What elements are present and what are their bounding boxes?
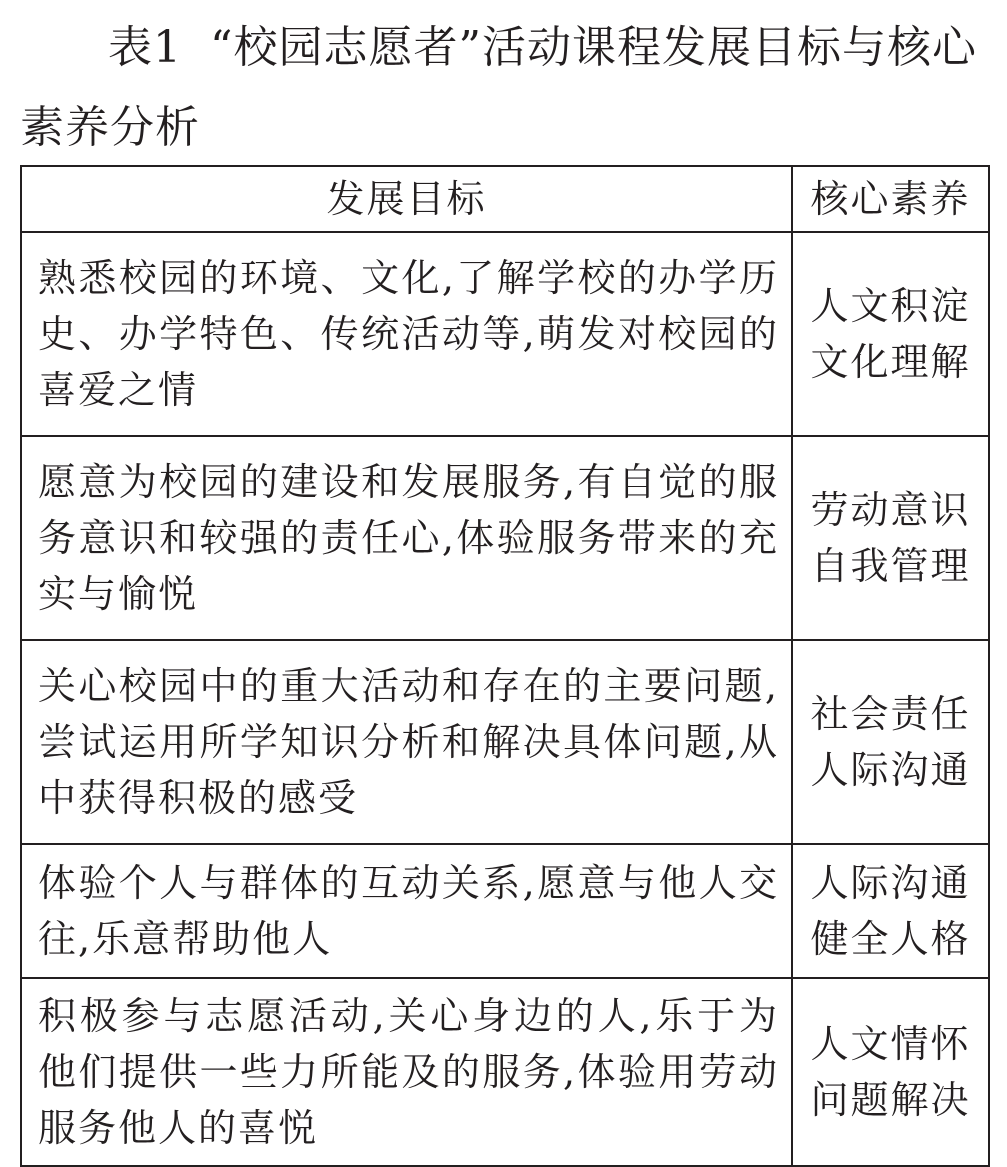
table-row — [21, 640, 989, 844]
competency-item: 人际沟通 — [810, 861, 971, 905]
goal-cell: 关心校园中的重大活动和存在的主要问题,尝试运用所学知识分析和解决具体问题,从中获得积极的感受 — [21, 640, 792, 844]
goal-cell: 积极参与志愿活动,关心身边的人,乐于为他们提供一些力所能及的服务,体验用劳动服务他人的喜悦 — [21, 978, 792, 1166]
table-row — [21, 978, 989, 1166]
competency-cell — [792, 232, 989, 436]
goal-cell: 体验个人与群体的互动关系,愿意与他人交往,乐意帮助他人 — [21, 844, 792, 978]
competency-item: 问题解决 — [810, 1078, 971, 1122]
competency-item: 文化理解 — [810, 340, 971, 384]
competency-item: 人际沟通 — [810, 748, 971, 792]
table-title: “校园志愿者”活动课程发展目标与核心素养分析 — [20, 22, 977, 153]
competency-item: 健全人格 — [810, 917, 971, 961]
goal-cell: 愿意为校园的建设和发展服务,有自觉的服务意识和较强的责任心,体验服务带来的充实与愉悦 — [21, 436, 792, 640]
goal-cell: 熟悉校园的环境、文化,了解学校的办学历史、办学特色、传统活动等,萌发对校园的喜爱之情 — [21, 232, 792, 436]
competency-cell — [792, 978, 989, 1166]
header-row — [21, 166, 989, 232]
competency-item: 人文情怀 — [810, 1022, 971, 1066]
competency-item: 社会责任 — [810, 692, 971, 736]
competency-item: 劳动意识 — [810, 488, 971, 532]
header-goal: 发展目标 — [21, 166, 792, 232]
competency-cell — [792, 844, 989, 978]
goals-competency-table — [20, 165, 990, 1167]
table-row — [21, 436, 989, 640]
competency-item: 人文积淀 — [810, 284, 971, 328]
table-row — [21, 232, 989, 436]
competency-cell — [792, 640, 989, 844]
table-caption — [20, 8, 990, 168]
table-number: 表1 — [108, 22, 182, 73]
competency-cell — [792, 436, 989, 640]
table-row — [21, 844, 989, 978]
competency-item: 自我管理 — [810, 544, 971, 588]
header-competency: 核心素养 — [792, 166, 989, 232]
